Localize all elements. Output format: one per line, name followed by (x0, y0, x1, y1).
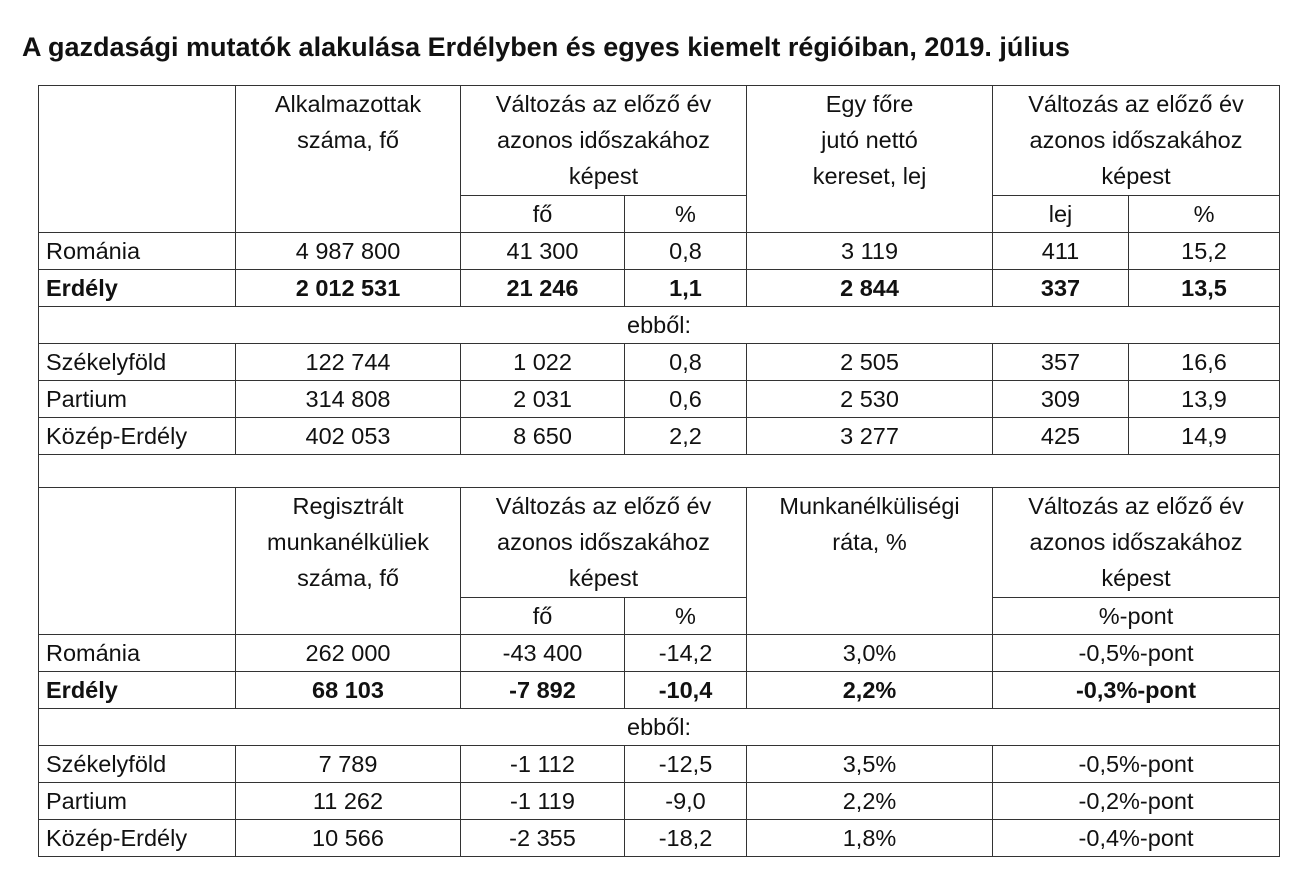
row-label: Partium (39, 381, 236, 418)
header-line: száma, fő (297, 127, 399, 153)
row-label: Közép-Erdély (39, 418, 236, 455)
subheader-fo: fő (461, 196, 625, 233)
subheader-fo: fő (461, 598, 625, 635)
table-row (39, 418, 1280, 455)
header-line: képest (1101, 163, 1171, 189)
subheader-pct: % (625, 196, 747, 233)
rate-value: 3,0% (747, 635, 993, 672)
change-pct-value: 1,1 (625, 270, 747, 307)
wage-value: 2 844 (747, 270, 993, 307)
change-fo-value: 1 022 (461, 344, 625, 381)
wage-value: 2 505 (747, 344, 993, 381)
header-line: Munkanélküliségi (779, 493, 960, 519)
change-fo-value: -43 400 (461, 635, 625, 672)
economic-indicators-table (38, 85, 1280, 857)
header-line: Változás az előző év (495, 493, 712, 519)
wage-change-pct-value: 14,9 (1129, 418, 1280, 455)
of-which-label: ebből: (39, 709, 1280, 746)
header-line: azonos időszakához (497, 127, 710, 153)
subheader-lej: lej (993, 196, 1129, 233)
header-line: ráta, % (832, 529, 907, 555)
wage-change-lej-value: 411 (993, 233, 1129, 270)
wage-change-lej-value: 357 (993, 344, 1129, 381)
header-unemployed-change (461, 488, 747, 598)
subheader-pct-point: %-pont (993, 598, 1280, 635)
unemployed-value: 68 103 (236, 672, 461, 709)
wage-change-pct-value: 16,6 (1129, 344, 1280, 381)
header-line: kereset, lej (812, 163, 927, 189)
header-empty-cell (39, 86, 236, 233)
wage-change-lej-value: 425 (993, 418, 1129, 455)
table-row (39, 672, 1280, 709)
row-label: Erdély (39, 270, 236, 307)
wage-change-pct-value: 13,9 (1129, 381, 1280, 418)
page-title: A gazdasági mutatók alakulása Erdélyben és egyes kiemelt régióiban, 2019. július (22, 32, 1070, 62)
header-line: képest (568, 565, 639, 591)
header-rate-change (993, 488, 1280, 598)
change-pct-value: 0,8 (625, 344, 747, 381)
employees-value: 2 012 531 (236, 270, 461, 307)
header-line: azonos időszakához (1029, 529, 1243, 555)
header-line: képest (568, 163, 639, 189)
subheader-pct: % (625, 598, 747, 635)
change-fo-value: -2 355 (461, 820, 625, 857)
wage-change-pct-value: 13,5 (1129, 270, 1280, 307)
header-line: Alkalmazottak (274, 91, 422, 117)
change-pct-value: -14,2 (625, 635, 747, 672)
header-line: munkanélküliek (267, 529, 429, 555)
subheader-pct: % (1129, 196, 1280, 233)
header-line: azonos időszakához (497, 529, 710, 555)
table-row (39, 270, 1280, 307)
header-wage-change (993, 86, 1280, 196)
rate-change-value: -0,4%-pont (993, 820, 1280, 857)
header-net-wage (747, 86, 993, 233)
employees-value: 402 053 (236, 418, 461, 455)
rate-change-value: -0,2%-pont (993, 783, 1280, 820)
change-fo-value: -1 119 (461, 783, 625, 820)
section-separator (39, 455, 1280, 488)
wage-change-lej-value: 337 (993, 270, 1129, 307)
employees-value: 314 808 (236, 381, 461, 418)
row-label: Erdély (39, 672, 236, 709)
table-row (39, 344, 1280, 381)
header-empty-cell (39, 488, 236, 635)
unemployed-value: 7 789 (236, 746, 461, 783)
header-employees (236, 86, 461, 233)
employees-value: 122 744 (236, 344, 461, 381)
change-fo-value: 41 300 (461, 233, 625, 270)
header-line: Változás az előző év (1028, 493, 1244, 519)
header-line: Változás az előző év (495, 91, 712, 117)
change-fo-value: 2 031 (461, 381, 625, 418)
change-pct-value: 2,2 (625, 418, 747, 455)
unemployed-value: 11 262 (236, 783, 461, 820)
employees-value: 4 987 800 (236, 233, 461, 270)
header-line: Változás az előző év (1028, 91, 1244, 117)
rate-value: 2,2% (747, 783, 993, 820)
header-line: azonos időszakához (1029, 127, 1243, 153)
header-line: jutó nettó (821, 127, 918, 153)
change-pct-value: 0,8 (625, 233, 747, 270)
unemployed-value: 262 000 (236, 635, 461, 672)
change-fo-value: -7 892 (461, 672, 625, 709)
header-line: Egy főre (825, 91, 914, 117)
row-label: Románia (39, 635, 236, 672)
header-line: képest (1101, 565, 1171, 591)
table-row (39, 233, 1280, 270)
change-pct-value: -18,2 (625, 820, 747, 857)
header-line: Regisztrált (292, 493, 404, 519)
change-fo-value: 8 650 (461, 418, 625, 455)
unemployed-value: 10 566 (236, 820, 461, 857)
row-label: Székelyföld (39, 344, 236, 381)
rate-value: 3,5% (747, 746, 993, 783)
table-row (39, 635, 1280, 672)
change-fo-value: -1 112 (461, 746, 625, 783)
header-employee-change (461, 86, 747, 196)
rate-value: 2,2% (747, 672, 993, 709)
change-pct-value: 0,6 (625, 381, 747, 418)
header-line: száma, fő (297, 565, 399, 591)
wage-change-pct-value: 15,2 (1129, 233, 1280, 270)
wage-value: 2 530 (747, 381, 993, 418)
change-pct-value: -9,0 (625, 783, 747, 820)
header-unemployment-rate (747, 488, 993, 635)
rate-change-value: -0,5%-pont (993, 746, 1280, 783)
change-fo-value: 21 246 (461, 270, 625, 307)
rate-change-value: -0,3%-pont (993, 672, 1280, 709)
row-label: Székelyföld (39, 746, 236, 783)
row-label: Közép-Erdély (39, 820, 236, 857)
row-label: Románia (39, 233, 236, 270)
wage-value: 3 119 (747, 233, 993, 270)
wage-change-lej-value: 309 (993, 381, 1129, 418)
table-row (39, 783, 1280, 820)
of-which-label: ebből: (39, 307, 1280, 344)
change-pct-value: -12,5 (625, 746, 747, 783)
rate-value: 1,8% (747, 820, 993, 857)
table-row (39, 381, 1280, 418)
row-label: Partium (39, 783, 236, 820)
wage-value: 3 277 (747, 418, 993, 455)
header-registered-unemployed (236, 488, 461, 635)
rate-change-value: -0,5%-pont (993, 635, 1280, 672)
table-row (39, 820, 1280, 857)
table-row (39, 746, 1280, 783)
change-pct-value: -10,4 (625, 672, 747, 709)
